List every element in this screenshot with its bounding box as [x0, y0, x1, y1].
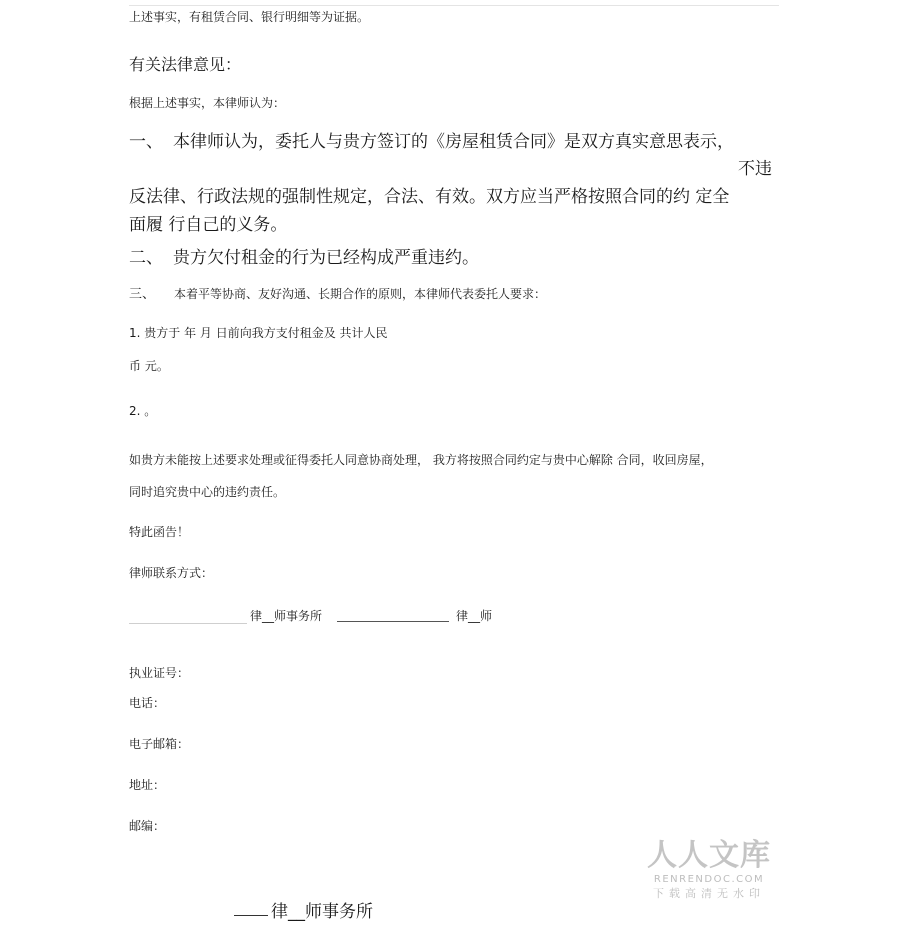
point-2-number: 二、: [129, 248, 163, 268]
top-rule: [129, 5, 779, 6]
warning-line-2: 同时追究贵中心的违约责任。: [129, 485, 286, 499]
watermark-url: RENRENDOC.COM: [653, 874, 765, 885]
point-3-number: 三、: [129, 287, 156, 302]
demand-1-line-1: 1. 贵方于 年 月 日前向我方支付租金及 共计人民: [129, 326, 388, 340]
signature-firm: 律__师事务所: [250, 609, 323, 623]
warning-line-1: 如贵方未能按上述要求处理或征得委托人同意协商处理， 我方将按照合同约定与贵中心解除 合同，收回房屋，: [129, 453, 713, 467]
point-3-text: 本着平等协商、友好沟通、长期合作的原则，本律师代表委托人要求：: [174, 287, 547, 301]
watermark-title: 人人文库: [647, 838, 771, 873]
phone-label: 电话：: [129, 696, 166, 710]
final-firm-blank: [234, 915, 268, 916]
point-1-number: 一、: [129, 132, 163, 152]
demand-1-line-2: 币 元。: [129, 359, 169, 373]
contact-heading: 律师联系方式：: [129, 566, 214, 580]
legal-opinion-heading: 有关法律意见：: [129, 55, 242, 74]
point-2: [129, 243, 479, 268]
opinion-intro: 根据上述事实，本律师认为：: [129, 96, 286, 110]
point-3: [129, 283, 546, 302]
email-label: 电子邮箱：: [129, 737, 190, 751]
point-2-text: 贵方欠付租金的行为已经构成严重违约。: [173, 248, 479, 268]
watermark: [645, 838, 773, 902]
final-firm-signature: 律__师事务所: [271, 902, 373, 922]
signature-lawyer: 律__师: [456, 609, 493, 623]
address-label: 地址：: [129, 778, 166, 792]
watermark-subtitle: 下载高清无水印: [653, 887, 765, 900]
firm-name-blank: [129, 623, 247, 624]
postcode-label: 邮编：: [129, 819, 166, 833]
point-1-line-2: 反法律、行政法规的强制性规定，合法、有效。双方应当严格按照合同的约 定全: [129, 187, 730, 207]
closing-remark: 特此函告！: [129, 525, 190, 539]
point-1-text: 本律师认为，委托人与贵方签订的《房屋租赁合同》是双方真实意思表示，: [173, 132, 734, 152]
lawyer-name-blank: [337, 621, 449, 622]
point-1-line-1-tail: 不违: [738, 159, 772, 179]
license-label: 执业证号：: [129, 666, 190, 680]
demand-2: 2. 。: [129, 404, 157, 418]
evidence-line: 上述事实，有租赁合同、银行明细等为证据。: [129, 10, 370, 24]
point-1-line-1: [129, 127, 734, 152]
point-1-line-3: 面履 行自己的义务。: [129, 215, 288, 235]
